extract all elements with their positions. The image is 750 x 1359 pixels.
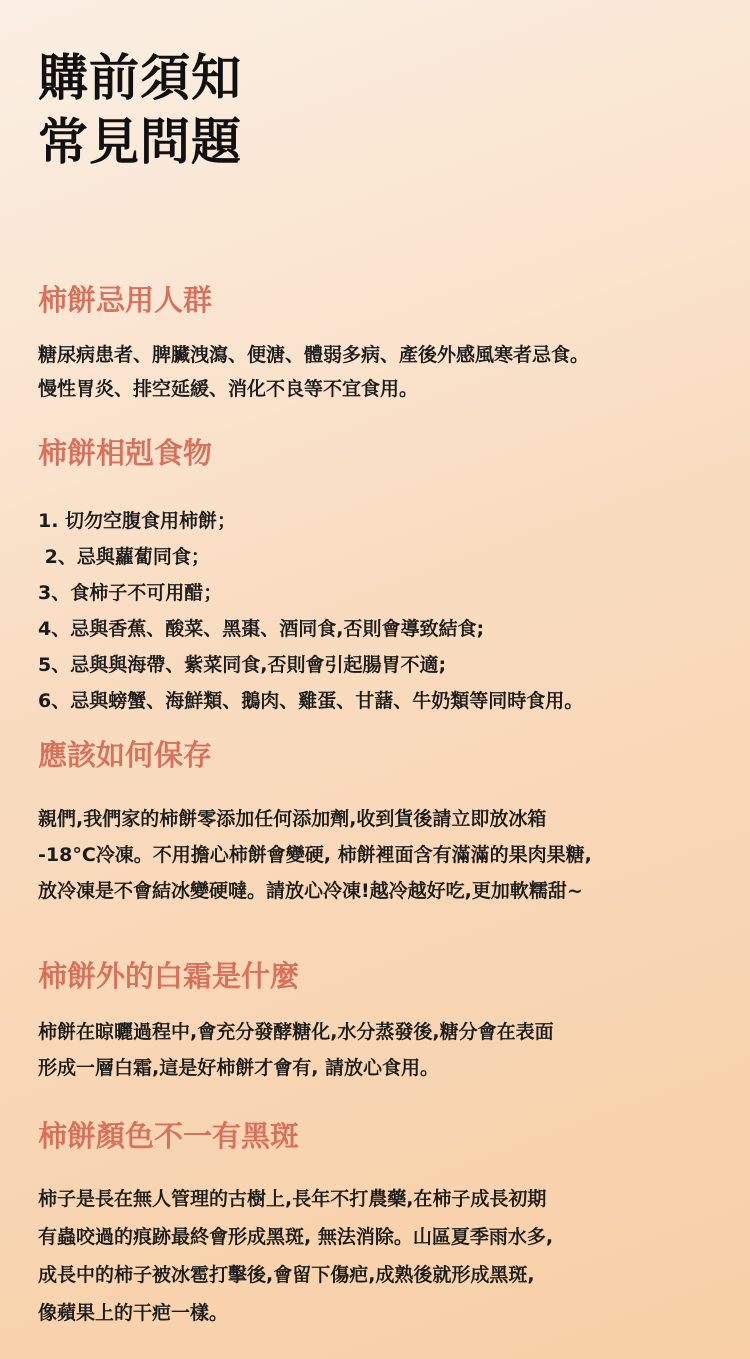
section-white-frost [38, 956, 718, 1086]
section-heading: 柿餅忌用人群 [38, 283, 213, 317]
body-line: 3、食柿子不可用醋； [38, 582, 223, 604]
section-black-spots [38, 1116, 718, 1332]
body-line: 4、忌與香蕉、酸菜、黑棗、酒同食,否則會導致結食; [38, 618, 485, 640]
body-line: 柿餅在晾曬過程中,會充分發酵糖化,水分蒸發後,糖分會在表面 [38, 1021, 554, 1043]
body-line: -18°C冷凍。不用擔心柿餅會變硬, 柿餅裡面含有滿滿的果肉果糖, [38, 844, 592, 866]
section-body [38, 1180, 718, 1332]
body-line: 柿子是長在無人管理的古樹上,長年不打農藥,在柿子成長初期 [38, 1188, 547, 1210]
body-line: 6、忌與螃蟹、海鮮類、鵝肉、雞蛋、甘藷、牛奶類等同時食用。 [38, 690, 584, 712]
section-contraindicated-groups [38, 280, 718, 406]
body-line: 成長中的柿子被冰雹打擊後,會留下傷疤,成熟後就形成黑斑, [38, 1264, 535, 1286]
section-heading: 柿餅顏色不一有黑斑 [38, 1119, 300, 1153]
title-line-1: 購前須知 [38, 49, 242, 107]
body-line: 糖尿病患者、脾臟洩瀉、便溏、體弱多病、產後外感風寒者忌食。 [38, 344, 590, 366]
body-line: 有蟲咬過的痕跡最終會形成黑斑, 無法消除。山區夏季雨水多, [38, 1226, 554, 1248]
section-body [38, 503, 718, 719]
page-title [38, 46, 242, 174]
title-line-2: 常見問題 [38, 113, 242, 171]
body-line: 1. 切勿空腹食用柿餅； [38, 510, 237, 532]
section-heading: 柿餅相剋食物 [38, 436, 213, 470]
section-storage [38, 735, 718, 909]
section-incompatible-foods [38, 433, 718, 719]
body-line: 慢性胃炎、排空延緩、消化不良等不宜食用。 [38, 378, 419, 400]
body-line: 2、忌與蘿蔔同食； [38, 546, 210, 568]
body-line: 像蘋果上的干疤一樣。 [38, 1302, 229, 1324]
section-body [38, 338, 718, 406]
section-heading: 應該如何保存 [38, 738, 213, 772]
body-line: 放冷凍是不會結冰變硬噠。請放心冷凍!越冷越好吃,更加軟糯甜~ [38, 880, 583, 902]
section-body [38, 1014, 718, 1086]
body-line: 5、忌與與海帶、紫菜同食,否則會引起腸胃不適; [38, 654, 447, 676]
section-heading: 柿餅外的白霜是什麼 [38, 959, 300, 993]
body-line: 親們,我們家的柿餅零添加任何添加劑,收到貨後請立即放冰箱 [38, 808, 547, 830]
section-body [38, 801, 718, 909]
body-line: 形成一層白霜,這是好柿餅才會有, 請放心食用。 [38, 1057, 440, 1079]
